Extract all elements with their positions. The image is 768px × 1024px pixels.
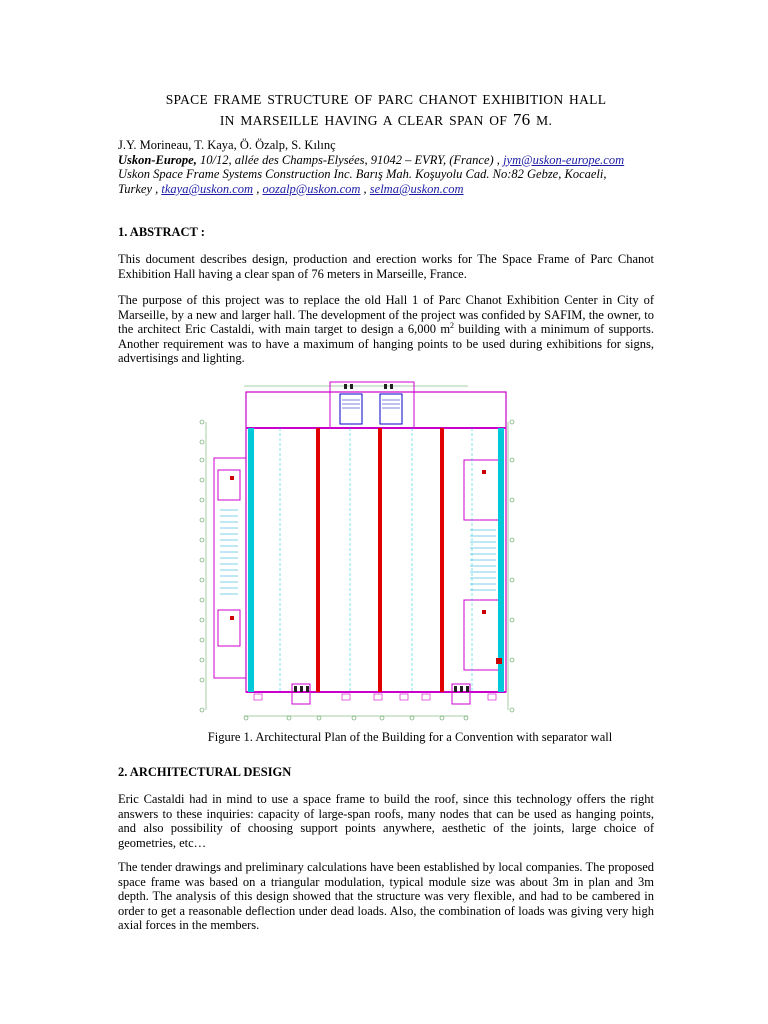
abstract-paragraph-2 — [118, 293, 654, 366]
annex-markers — [230, 470, 502, 664]
title-unit: M. — [536, 113, 553, 128]
architectural-paragraph-2: The tender drawings and preliminary calculations have been established by local companies. The proposed space frame was based on a triangular modulation, typical module size was about 3m in plan and 3m depth. The analysis of this design showed that the structure was very flexible, and had to be cambered in order to get a reasonable deflection under dead loads. Also, the combination of loads was giving very high axial forces in the members. — [118, 860, 654, 932]
right-annex — [464, 460, 502, 670]
paper-title-line-2 — [118, 110, 654, 130]
architectural-plan-figure — [194, 380, 518, 722]
right-annex-seating — [470, 530, 496, 590]
affiliation-1-address: 10/12, allée des Champs-Elysées, 91042 – EVRY, (France) , — [196, 152, 504, 167]
author-block — [118, 138, 678, 196]
author-names: J.Y. Morineau, T. Kaya, Ö. Özalp, S. Kılınç — [118, 138, 336, 152]
email-link-jym[interactable]: jym@uskon-europe.com — [503, 152, 625, 167]
email-separator: , — [253, 181, 263, 196]
grid-bubbles — [200, 420, 514, 720]
top-entrance-block — [330, 382, 414, 428]
affiliation-1 — [118, 153, 678, 168]
affiliation-2-emails — [118, 182, 678, 197]
title-span-value: 76 — [512, 110, 531, 129]
affiliation-2: Uskon Space Frame Systems Construction Inc. Barış Mah. Koşuyolu Cad. No:82 Gebze, Kocaeli, — [118, 167, 607, 182]
email-link-tkaya[interactable]: tkaya@uskon.com — [161, 181, 254, 196]
figure-caption: Figure 1. Architectural Plan of the Building for a Convention with separator wall — [207, 730, 613, 744]
exit-door-symbols — [254, 694, 496, 700]
abstract-heading: 1. ABSTRACT : — [118, 225, 205, 239]
affiliation-2-country: Turkey , — [118, 181, 162, 196]
paper-title-line-1: SPACE FRAME STRUCTURE OF PARC CHANOT EXHIBITION HALL — [165, 92, 607, 107]
architectural-paragraph-1: Eric Castaldi had in mind to use a space frame to build the roof, since this technology offers the right answers to these inquiries: capacity of large-span roofs, many nodes that can be used as hanging points, and also possibility of choosing support points anywhere, aesthetic of the joints, large choice of geometries, etc… — [118, 792, 654, 850]
abstract-paragraph-2-text-a: The purpose of this project was to replace the old Hall 1 of Parc Chanot Exhibition Center in City of Marseille, by a new and larger hall. The development of the project was confided by SAFIM, the owner, to the architect Eric Castaldi, with main target to design a 6,000 m — [118, 293, 654, 336]
email-link-selma[interactable]: selma@uskon.com — [369, 181, 464, 196]
abstract-paragraph-2-text-b: building with a minimum of supports. Another requirement was to have a maximum of hanging points to be used during exhibitions for signs, advertisings and lighting. — [118, 322, 654, 365]
abstract-paragraph-1: This document describes design, production and erection works for The Space Frame of Parc Chanot Exhibition Hall having a clear span of 76 meters in Marseille, France. — [118, 252, 654, 281]
stair-hatching-top — [342, 400, 400, 408]
title-line-2-text: IN MARSEILLE HAVING A CLEAR SPAN OF — [219, 113, 508, 128]
architectural-design-heading: 2. ARCHITECTURAL DESIGN — [118, 765, 292, 779]
left-annex-seating — [220, 510, 238, 594]
superscript-2: 2 — [450, 320, 455, 330]
red-separator-walls — [316, 428, 444, 692]
email-separator: , — [360, 181, 370, 196]
perimeter-cyan-walls — [248, 428, 504, 692]
left-annex — [214, 458, 246, 678]
email-link-oozalp[interactable]: oozalp@uskon.com — [262, 181, 361, 196]
outer-walls — [246, 392, 506, 692]
affiliation-1-org: Uskon-Europe, — [118, 152, 197, 167]
